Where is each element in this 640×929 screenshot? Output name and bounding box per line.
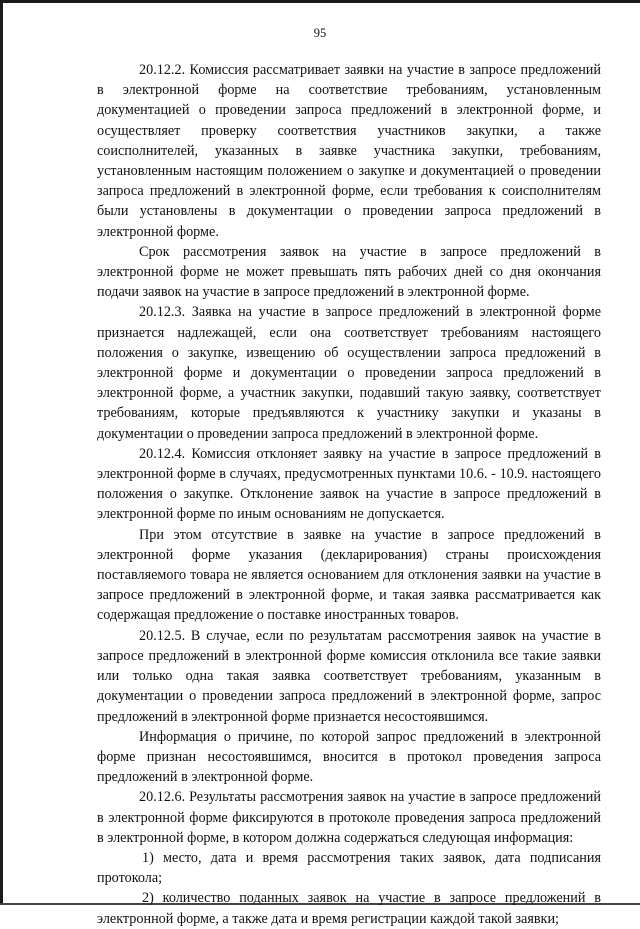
paragraph-country-origin: При этом отсутствие в заявке на участие в запросе предложений в электронной форме указания (декларирования) страны происхождения поставляемого товара не является основанием для отклонения заявки на участие в запросе предложений в электронной форме, и такая заявка рассматривается как содержащая предложение о поставке иностранных товаров.: [97, 526, 601, 624]
page-number: 95: [313, 26, 327, 40]
list-item: 1) место, дата и время рассмотрения таких заявок, дата подписания протокола;: [97, 849, 601, 887]
body-text: [97, 60, 601, 929]
paragraph-review-term: Срок рассмотрения заявок на участие в запросе предложений в электронной форме не может превышать пять рабочих дней со дня окончания подачи заявок на участие в запросе предложений в электронной форме.: [97, 243, 601, 301]
list-item: 2) количество поданных заявок на участие в запросе предложений в электронной форме, а также дата и время регистрации каждой такой заявки;: [97, 890, 601, 927]
paragraph-failure-reason: Информация о причине, по которой запрос предложений в электронной форме признан несостоявшимся, вносится в протокол проведения запроса предложений в электронной форме.: [97, 728, 601, 786]
paragraph-20-12-3: 20.12.3. Заявка на участие в запросе предложений в электронной форме признается надлежащей, если она соответствует требованиям настоящего положения о закупке, извещению об осуществлении запроса предложений в электронной форме и документации о проведении запроса предложений в электронной форме, а участник закупки, подавший такую заявку, соответствует требованиям, которые предъявляются к участнику закупки и указаны в документации о проведении запроса предложений в электронной форме.: [97, 304, 601, 442]
paragraph-20-12-2: 20.12.2. Комиссия рассматривает заявки на участие в запросе предложений в электронной форме на соответствие требованиям, установленным документацией о проведении запроса предложений в электронной форме, и осуществляет проверку соответствия участников закупки, а также соисполнителей, указанных в заявке участника закупки, требованиям, установленным настоящим положением о закупке и документацией о проведении запроса предложений в электронной форме, если требования к соисполнителям были установлены в документации о проведении запроса предложений в электронной форме.: [97, 62, 601, 240]
scan-edge-left: [0, 0, 3, 905]
paragraph-20-12-4: 20.12.4. Комиссия отклоняет заявку на участие в запросе предложений в электронной форме в случаях, предусмотренных пунктами 10.6. - 10.9. настоящего положения о закупке. Отклонение заявок на участие в запросе предложений в электронной форме по иным основаниям не допускается.: [97, 445, 601, 523]
paragraph-20-12-6: 20.12.6. Результаты рассмотрения заявок на участие в запросе предложений в электронной форме фиксируются в протоколе проведения запроса предложений в электронной форме, в котором должна содержаться следующая информация:: [97, 789, 601, 846]
paragraph-20-12-5: 20.12.5. В случае, если по результатам рассмотрения заявок на участие в запросе предложений в электронной форме комиссия отклонила все такие заявки или только одна такая заявка соответствует требованиям, указанным в документации о проведении запроса предложений в электронной форме, запрос предложений в электронной форме признается несостоявшимся.: [97, 627, 601, 725]
scan-edge-top: [0, 0, 640, 3]
